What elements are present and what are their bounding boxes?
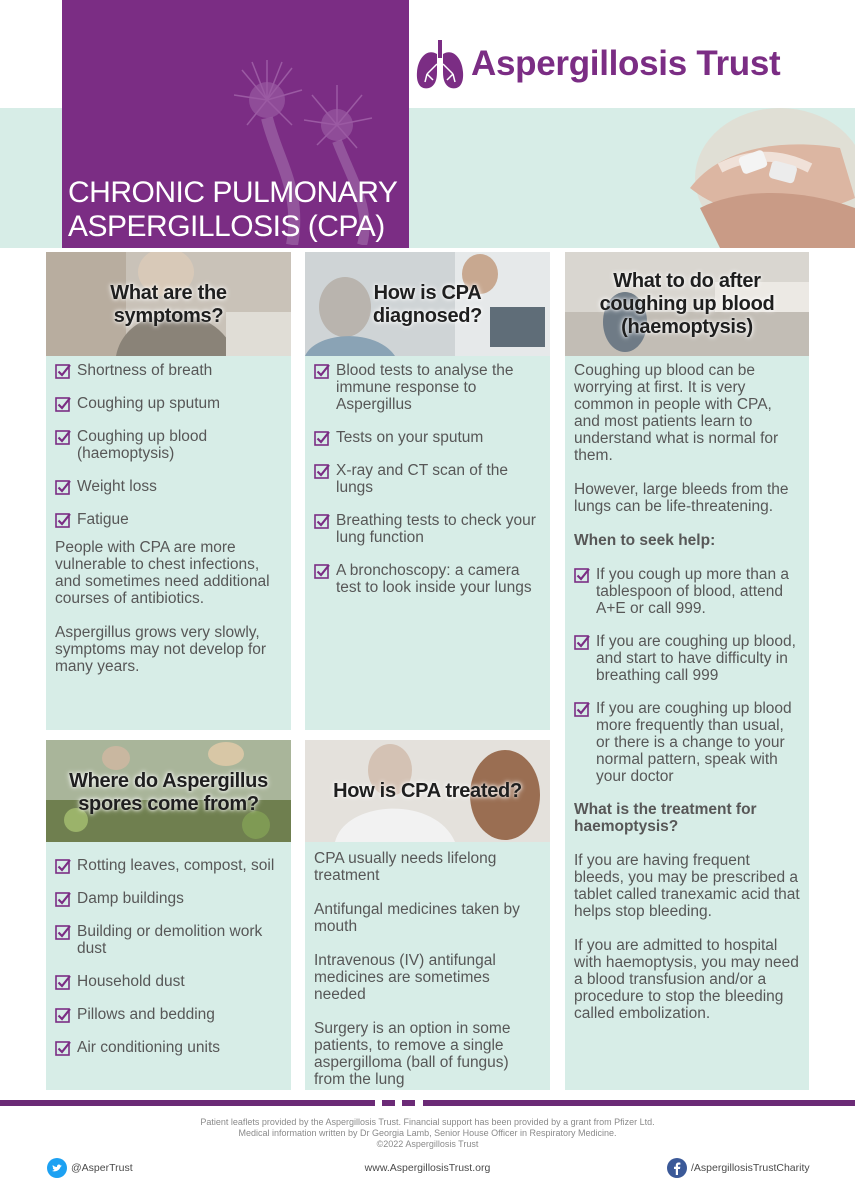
treatment-body — [305, 842, 550, 1088]
symptoms-paragraph: People with CPA are more vulnerable to chest infections, and sometimes need additional courses of antibiotics. — [55, 539, 270, 607]
check-box-icon — [55, 1040, 71, 1056]
symptoms-paragraph: Aspergillus grows very slowly, symptoms may not develop for many years. — [55, 624, 267, 675]
list-item — [55, 890, 282, 907]
treatment-paragraph: CPA usually needs lifelong treatment — [314, 850, 497, 884]
treatment-paragraph: Intravenous (IV) antifungal medicines are sometimes needed — [314, 952, 496, 1003]
check-box-icon — [314, 463, 330, 479]
list-item-text: Coughing up blood (haemoptysis) — [77, 428, 208, 462]
lungs-logo-icon — [415, 36, 465, 92]
check-box-icon — [574, 567, 590, 583]
list-item-text: If you cough up more than a tablespoon of blood, attend A+E or call 999. — [596, 566, 790, 617]
facebook-handle: /AspergillosisTrustCharity — [691, 1162, 810, 1174]
haemoptysis-panel — [565, 252, 809, 1090]
treatment-header — [305, 740, 550, 842]
list-item — [55, 1039, 282, 1056]
check-box-icon — [55, 924, 71, 940]
list-item-text: If you are coughing up blood more frequently than usual, or there is a change to your normal pattern, speak with your doctor — [596, 700, 792, 785]
list-item-text: Rotting leaves, compost, soil — [77, 857, 275, 874]
check-box-icon — [574, 634, 590, 650]
check-box-icon — [55, 396, 71, 412]
spores-body — [46, 842, 291, 1056]
list-item-text: Household dust — [77, 973, 185, 990]
list-item — [574, 700, 800, 785]
list-item-text: Pillows and bedding — [77, 1006, 215, 1023]
brand-logo — [415, 36, 780, 92]
haemoptysis-paragraph: Coughing up blood can be worrying at first. It is very common in people with CPA, and most patients learn to understand what is normal for them. — [574, 362, 779, 464]
footer-divider — [423, 1100, 855, 1106]
check-box-icon — [55, 1007, 71, 1023]
list-item — [314, 512, 541, 546]
brand-name: Aspergillosis Trust — [471, 44, 781, 83]
list-item — [314, 462, 541, 496]
list-item-text: Building or demolition work dust — [77, 923, 263, 957]
list-item-text: Air conditioning units — [77, 1039, 221, 1056]
symptoms-body — [46, 356, 291, 675]
check-box-icon — [314, 430, 330, 446]
check-box-icon — [55, 429, 71, 445]
credit-line: Medical information written by Dr Georgia Lamb, Senior House Officer in Respiratory Medicine. — [238, 1128, 617, 1138]
twitter-handle: @AsperTrust — [71, 1162, 133, 1174]
spores-panel — [46, 740, 291, 1090]
check-box-icon — [314, 363, 330, 379]
list-item — [55, 973, 282, 990]
list-item-text: If you are coughing up blood, and start to have difficulty in breathing call 999 — [596, 633, 796, 684]
check-box-icon — [55, 479, 71, 495]
treatment-heading: What is the treatment for haemoptysis? — [574, 801, 757, 835]
symptoms-list — [55, 362, 282, 528]
list-item — [55, 428, 282, 462]
haemoptysis-body — [565, 356, 809, 1022]
list-item-text: Blood tests to analyse the immune response to Aspergillus — [336, 362, 514, 413]
spores-list — [55, 857, 282, 1056]
check-box-icon — [55, 363, 71, 379]
list-item-text: A bronchoscopy: a camera test to look inside your lungs — [336, 562, 532, 596]
haemoptysis-paragraph: If you are having frequent bleeds, you may be prescribed a tablet called tranexamic acid that helps stop bleeding. — [574, 852, 800, 920]
list-item-text: Breathing tests to check your lung function — [336, 512, 536, 546]
list-item-text: X-ray and CT scan of the lungs — [336, 462, 509, 496]
diagnosis-body — [305, 356, 550, 596]
check-box-icon — [55, 858, 71, 874]
title-block — [62, 0, 409, 248]
spores-title: Where do Aspergillus spores come from? — [69, 770, 268, 815]
website-link[interactable]: www.AspergillosisTrust.org — [364, 1162, 491, 1174]
haemoptysis-paragraph: However, large bleeds from the lungs can be life-threatening. — [574, 481, 789, 515]
list-item-text: Weight loss — [77, 478, 157, 495]
list-item — [55, 923, 282, 957]
diagnosis-list — [314, 362, 541, 596]
list-item — [574, 633, 800, 684]
haemoptysis-paragraph: If you are admitted to hospital with haemoptysis, you may need a blood transfusion and/or a procedure to stop the bleeding called embolization. — [574, 937, 799, 1022]
check-box-icon — [55, 512, 71, 528]
haemoptysis-title: What to do after coughing up blood (haemoptysis) — [599, 270, 775, 338]
symptoms-title: What are the symptoms? — [110, 282, 227, 327]
copyright: ©2022 Aspergillosis Trust — [376, 1139, 479, 1149]
footer-dash — [382, 1100, 395, 1106]
check-box-icon — [314, 513, 330, 529]
list-item — [314, 362, 541, 413]
credit-line: Patient leaflets provided by the Aspergillosis Trust. Financial support has been provided by a grant from Pfizer Ltd. — [200, 1117, 655, 1127]
symptoms-header — [46, 252, 291, 356]
list-item-text: Coughing up sputum — [77, 395, 221, 412]
symptoms-panel — [46, 252, 291, 730]
treatment-panel — [305, 740, 550, 1090]
list-item — [314, 429, 541, 446]
list-item — [55, 478, 282, 495]
treatment-paragraph: Surgery is an option in some patients, to remove a single aspergilloma (ball of fungus) from the lung — [314, 1020, 511, 1088]
list-item — [55, 857, 282, 874]
treatment-title: How is CPA treated? — [333, 780, 522, 802]
list-item-text: Tests on your sputum — [336, 429, 484, 446]
footer-dash — [402, 1100, 415, 1106]
footer-credits — [0, 1117, 855, 1150]
facebook-link[interactable] — [667, 1158, 810, 1178]
treatment-paragraph: Antifungal medicines taken by mouth — [314, 901, 520, 935]
check-box-icon — [574, 701, 590, 717]
check-box-icon — [55, 891, 71, 907]
help-list — [574, 566, 800, 785]
page-title: CHRONIC PULMONARY ASPERGILLOSIS (CPA) — [68, 176, 397, 243]
haemoptysis-header — [565, 252, 809, 356]
check-box-icon — [55, 974, 71, 990]
check-box-icon — [314, 563, 330, 579]
diagnosis-panel — [305, 252, 550, 730]
list-item-text: Damp buildings — [77, 890, 184, 907]
list-item — [314, 562, 541, 596]
footer-divider — [0, 1100, 375, 1106]
spores-header — [46, 740, 291, 842]
facebook-icon — [667, 1158, 687, 1178]
help-heading: When to seek help: — [574, 532, 716, 549]
list-item — [55, 362, 282, 379]
diagnosis-header — [305, 252, 550, 356]
list-item — [574, 566, 800, 617]
diagnosis-title: How is CPA diagnosed? — [372, 282, 483, 327]
hands-illustration — [660, 108, 855, 248]
list-item — [55, 511, 282, 528]
list-item-text: Shortness of breath — [77, 362, 213, 379]
list-item — [55, 395, 282, 412]
list-item-text: Fatigue — [77, 511, 129, 528]
list-item — [55, 1006, 282, 1023]
